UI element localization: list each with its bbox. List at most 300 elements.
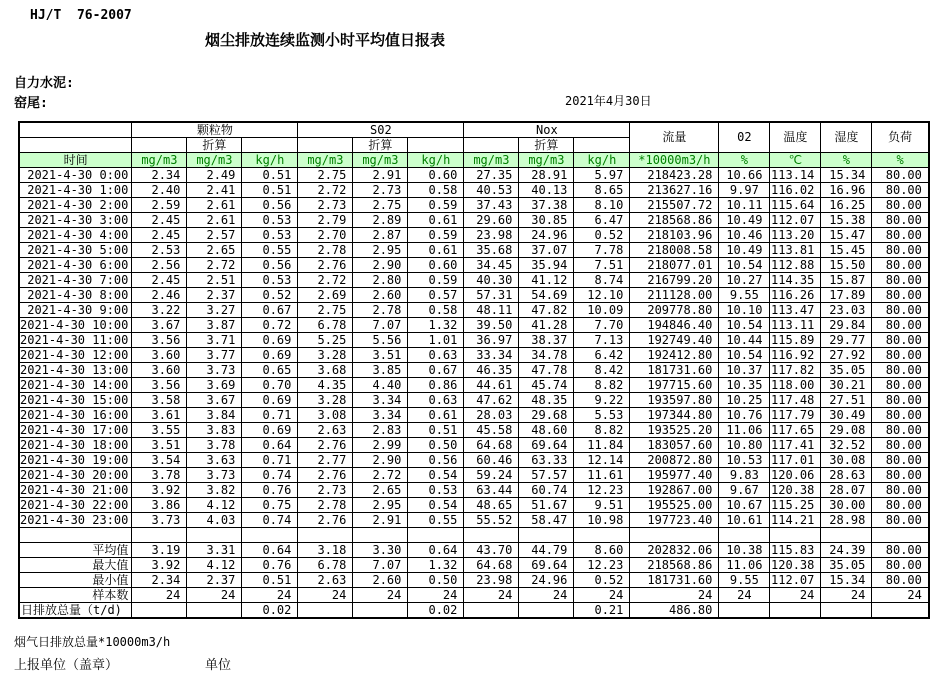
- cell: 16.25: [821, 198, 872, 213]
- summary-row: [19, 558, 929, 573]
- cell: 3.56: [132, 378, 187, 393]
- cell: 23.98: [464, 228, 519, 243]
- cell: 80.00: [872, 378, 929, 393]
- cell: 3.51: [353, 348, 408, 363]
- cell: 8.82: [574, 423, 630, 438]
- cell: 28.03: [464, 408, 519, 423]
- cell: 45.74: [519, 378, 574, 393]
- cell: 0.71: [242, 408, 298, 423]
- cell: 3.67: [187, 393, 242, 408]
- unit-cell: %: [719, 153, 770, 168]
- cell: 46.35: [464, 363, 519, 378]
- cell: [821, 603, 872, 619]
- hourly-rows: [19, 168, 929, 619]
- company-label: 自力水泥:: [14, 76, 74, 91]
- cell: 2021-4-30 6:00: [19, 258, 132, 273]
- cell: 2021-4-30 9:00: [19, 303, 132, 318]
- cell: 2021-4-30 3:00: [19, 213, 132, 228]
- cell: 17.89: [821, 288, 872, 303]
- cell: 2.73: [353, 183, 408, 198]
- unit-cell: %: [872, 153, 929, 168]
- cell: 15.45: [821, 243, 872, 258]
- cell: 64.68: [464, 438, 519, 453]
- cell: 7.13: [574, 333, 630, 348]
- cell: 2.34: [132, 573, 187, 588]
- cell: 8.42: [574, 363, 630, 378]
- cell: 1.32: [408, 558, 464, 573]
- cell: 80.00: [872, 408, 929, 423]
- cell: 4.40: [353, 378, 408, 393]
- cell: 0.69: [242, 393, 298, 408]
- cell: 24: [719, 588, 770, 603]
- cell: 2.45: [132, 273, 187, 288]
- cell: 2.78: [353, 303, 408, 318]
- cell: 0.56: [242, 258, 298, 273]
- cell: 3.61: [132, 408, 187, 423]
- cell: [298, 138, 353, 153]
- cell: 44.61: [464, 378, 519, 393]
- cell: 30.49: [821, 408, 872, 423]
- cell: 2021-4-30 17:00: [19, 423, 132, 438]
- cell: 3.55: [132, 423, 187, 438]
- station-line: [14, 92, 933, 109]
- cell: 10.44: [719, 333, 770, 348]
- cell: 0.02: [408, 603, 464, 619]
- cell: 样本数: [19, 588, 132, 603]
- cell: 80.00: [872, 483, 929, 498]
- cell: 2021-4-30 23:00: [19, 513, 132, 528]
- cell: 10.46: [719, 228, 770, 243]
- cell: 80.00: [872, 558, 929, 573]
- cell: 7.07: [353, 318, 408, 333]
- cell: 29.84: [821, 318, 872, 333]
- table-row: [19, 258, 929, 273]
- cell: 80.00: [872, 363, 929, 378]
- cell: 27.92: [821, 348, 872, 363]
- cell: 2021-4-30 22:00: [19, 498, 132, 513]
- cell: 0.60: [408, 258, 464, 273]
- cell: 3.87: [187, 318, 242, 333]
- cell: 486.80: [630, 603, 719, 619]
- unit-cell: ℃: [770, 153, 821, 168]
- cell: 3.92: [132, 483, 187, 498]
- cell: 33.34: [464, 348, 519, 363]
- cell: 2.99: [353, 438, 408, 453]
- cell: 218568.86: [630, 558, 719, 573]
- cell: 197344.80: [630, 408, 719, 423]
- cell: 218077.01: [630, 258, 719, 273]
- header-pm-converted: 折算: [187, 138, 242, 153]
- cell: 0.72: [242, 318, 298, 333]
- cell: 3.85: [353, 363, 408, 378]
- cell: 11.06: [719, 558, 770, 573]
- cell: 10.61: [719, 513, 770, 528]
- table-row: [19, 198, 929, 213]
- cell: 3.56: [132, 333, 187, 348]
- cell: 2.70: [298, 228, 353, 243]
- cell: 24: [630, 588, 719, 603]
- cell: 2.37: [187, 573, 242, 588]
- cell: 最小值: [19, 573, 132, 588]
- cell: 12.14: [574, 453, 630, 468]
- cell: 2.95: [353, 243, 408, 258]
- cell: [298, 528, 353, 543]
- cell: 24: [464, 588, 519, 603]
- cell: [19, 528, 132, 543]
- cell: 32.52: [821, 438, 872, 453]
- cell: 平均值: [19, 543, 132, 558]
- table-row: [19, 408, 929, 423]
- cell: [630, 528, 719, 543]
- table-row: [19, 378, 929, 393]
- cell: 195977.40: [630, 468, 719, 483]
- cell: 2021-4-30 1:00: [19, 183, 132, 198]
- cell: 0.53: [408, 483, 464, 498]
- cell: 2.60: [353, 573, 408, 588]
- cell: 3.18: [298, 543, 353, 558]
- cell: 2.72: [353, 468, 408, 483]
- cell: 45.58: [464, 423, 519, 438]
- cell: 113.81: [770, 243, 821, 258]
- cell: 2.49: [187, 168, 242, 183]
- cell: 2.53: [132, 243, 187, 258]
- cell: [132, 603, 187, 619]
- cell: 0.57: [408, 288, 464, 303]
- cell: 0.52: [242, 288, 298, 303]
- cell: 51.67: [519, 498, 574, 513]
- cell: [770, 528, 821, 543]
- cell: 2.37: [187, 288, 242, 303]
- header-nox-converted: 折算: [519, 138, 574, 153]
- cell: 9.97: [719, 183, 770, 198]
- cell: 0.65: [242, 363, 298, 378]
- cell: 80.00: [872, 168, 929, 183]
- cell: 47.78: [519, 363, 574, 378]
- cell: 7.07: [353, 558, 408, 573]
- cell: 27.51: [821, 393, 872, 408]
- header-temperature: 温度: [770, 122, 821, 153]
- cell: 218103.96: [630, 228, 719, 243]
- cell: 0.55: [242, 243, 298, 258]
- cell: 116.26: [770, 288, 821, 303]
- cell: 3.71: [187, 333, 242, 348]
- cell: 37.07: [519, 243, 574, 258]
- cell: 12.23: [574, 558, 630, 573]
- cell: 80.00: [872, 288, 929, 303]
- cell: 3.60: [132, 363, 187, 378]
- cell: [132, 528, 187, 543]
- cell: 2021-4-30 15:00: [19, 393, 132, 408]
- cell: 116.92: [770, 348, 821, 363]
- cell: 28.63: [821, 468, 872, 483]
- cell: 30.00: [821, 498, 872, 513]
- cell: 80.00: [872, 258, 929, 273]
- cell: 215507.72: [630, 198, 719, 213]
- cell: 117.65: [770, 423, 821, 438]
- cell: 43.70: [464, 543, 519, 558]
- cell: 3.84: [187, 408, 242, 423]
- cell: 2.40: [132, 183, 187, 198]
- cell: 24: [132, 588, 187, 603]
- cell: 24: [242, 588, 298, 603]
- cell: 0.51: [408, 423, 464, 438]
- cell: 0.59: [408, 198, 464, 213]
- header-load: 负荷: [872, 122, 929, 153]
- cell: 4.12: [187, 558, 242, 573]
- cell: 0.67: [242, 303, 298, 318]
- cell: 2.91: [353, 513, 408, 528]
- cell: 209778.80: [630, 303, 719, 318]
- table-row: [19, 333, 929, 348]
- cell: 112.88: [770, 258, 821, 273]
- cell: 2.69: [298, 288, 353, 303]
- cell: 2.72: [187, 258, 242, 273]
- cell: [464, 528, 519, 543]
- cell: 2.75: [298, 303, 353, 318]
- cell: 8.82: [574, 378, 630, 393]
- cell: 2.63: [298, 573, 353, 588]
- cell: 3.31: [187, 543, 242, 558]
- report-date: 2021年4月30日: [565, 94, 652, 108]
- cell: 60.74: [519, 483, 574, 498]
- cell: 2.78: [298, 498, 353, 513]
- cell: 41.12: [519, 273, 574, 288]
- cell: 10.80: [719, 438, 770, 453]
- cell: 192867.00: [630, 483, 719, 498]
- cell: 0.50: [408, 438, 464, 453]
- cell: 24: [353, 588, 408, 603]
- cell: 35.05: [821, 558, 872, 573]
- cell: [408, 528, 464, 543]
- cell: 2021-4-30 4:00: [19, 228, 132, 243]
- cell: 3.54: [132, 453, 187, 468]
- cell: 11.84: [574, 438, 630, 453]
- table-row: [19, 348, 929, 363]
- cell: [574, 138, 630, 153]
- cell: 2.76: [298, 438, 353, 453]
- cell: 40.13: [519, 183, 574, 198]
- cell: 2021-4-30 11:00: [19, 333, 132, 348]
- cell: 3.68: [298, 363, 353, 378]
- cell: 3.34: [353, 393, 408, 408]
- cell: 2.80: [353, 273, 408, 288]
- cell: 2.79: [298, 213, 353, 228]
- cell: 114.35: [770, 273, 821, 288]
- cell: 0.69: [242, 333, 298, 348]
- unit-cell: mg/m3: [519, 153, 574, 168]
- cell: [187, 528, 242, 543]
- cell: 0.64: [242, 543, 298, 558]
- header-nox: Nox: [464, 122, 630, 138]
- cell: 9.67: [719, 483, 770, 498]
- table-row: [19, 513, 929, 528]
- cell: 193597.80: [630, 393, 719, 408]
- cell: [719, 603, 770, 619]
- cell: 80.00: [872, 273, 929, 288]
- cell: 0.52: [574, 228, 630, 243]
- cell: 0.59: [408, 273, 464, 288]
- cell: 195525.00: [630, 498, 719, 513]
- cell: 8.65: [574, 183, 630, 198]
- cell: 24: [408, 588, 464, 603]
- cell: 80.00: [872, 198, 929, 213]
- table-row: [19, 453, 929, 468]
- table-row: [19, 498, 929, 513]
- unit-label: 单位: [205, 658, 232, 673]
- cell: 0.50: [408, 573, 464, 588]
- cell: 0.21: [574, 603, 630, 619]
- station-label: 窑尾:: [14, 96, 48, 111]
- cell: 216799.20: [630, 273, 719, 288]
- cell: 3.78: [187, 438, 242, 453]
- cell: 0.67: [408, 363, 464, 378]
- cell: 0.55: [408, 513, 464, 528]
- cell: 63.44: [464, 483, 519, 498]
- cell: 11.06: [719, 423, 770, 438]
- cell: 2.90: [353, 453, 408, 468]
- cell: 6.47: [574, 213, 630, 228]
- cell: 47.62: [464, 393, 519, 408]
- cell: 2.83: [353, 423, 408, 438]
- cell: 27.35: [464, 168, 519, 183]
- cell: 7.51: [574, 258, 630, 273]
- cell: 80.00: [872, 348, 929, 363]
- cell: 2.72: [298, 273, 353, 288]
- cell: 29.60: [464, 213, 519, 228]
- cell: 24: [519, 588, 574, 603]
- table-row: [19, 423, 929, 438]
- unit-cell: kg/h: [408, 153, 464, 168]
- cell: 2.60: [353, 288, 408, 303]
- table-row: [19, 273, 929, 288]
- table-row: [19, 183, 929, 198]
- cell: 2.65: [353, 483, 408, 498]
- cell: 24: [574, 588, 630, 603]
- cell: 117.41: [770, 438, 821, 453]
- unit-cell: *10000m3/h: [630, 153, 719, 168]
- report-unit-label: 上报单位（盖章）: [14, 658, 119, 673]
- unit-cell: kg/h: [574, 153, 630, 168]
- cell: 0.61: [408, 408, 464, 423]
- cell: 80.00: [872, 438, 929, 453]
- cell: 10.49: [719, 213, 770, 228]
- cell: 80.00: [872, 183, 929, 198]
- cell: 24: [872, 588, 929, 603]
- cell: 120.38: [770, 483, 821, 498]
- cell: 7.70: [574, 318, 630, 333]
- cell: 30.85: [519, 213, 574, 228]
- cell: 2.75: [353, 198, 408, 213]
- cell: 69.64: [519, 558, 574, 573]
- cell: 2.76: [298, 258, 353, 273]
- cell: 5.56: [353, 333, 408, 348]
- cell: [872, 528, 929, 543]
- cell: 0.61: [408, 213, 464, 228]
- cell: [770, 603, 821, 619]
- cell: 117.82: [770, 363, 821, 378]
- cell: 63.33: [519, 453, 574, 468]
- cell: 2021-4-30 19:00: [19, 453, 132, 468]
- cell: 10.11: [719, 198, 770, 213]
- cell: 6.78: [298, 558, 353, 573]
- cell: 0.71: [242, 453, 298, 468]
- cell: 3.83: [187, 423, 242, 438]
- cell: [519, 603, 574, 619]
- cell: 最大值: [19, 558, 132, 573]
- cell: 80.00: [872, 333, 929, 348]
- cell: 3.58: [132, 393, 187, 408]
- header-time: 时间: [19, 153, 132, 168]
- cell: 30.08: [821, 453, 872, 468]
- cell: 211128.00: [630, 288, 719, 303]
- cell: 10.66: [719, 168, 770, 183]
- cell: 3.73: [187, 363, 242, 378]
- cell: 117.79: [770, 408, 821, 423]
- cell: 117.48: [770, 393, 821, 408]
- cell: 2021-4-30 2:00: [19, 198, 132, 213]
- cell: 3.28: [298, 393, 353, 408]
- cell: 24.39: [821, 543, 872, 558]
- table-row: [19, 243, 929, 258]
- cell: [298, 603, 353, 619]
- unit-cell: mg/m3: [353, 153, 408, 168]
- cell: 3.78: [132, 468, 187, 483]
- cell: 2.76: [298, 468, 353, 483]
- cell: 3.22: [132, 303, 187, 318]
- cell: 8.74: [574, 273, 630, 288]
- cell: 12.23: [574, 483, 630, 498]
- header-humidity: 湿度: [821, 122, 872, 153]
- cell: 0.74: [242, 468, 298, 483]
- cell: 80.00: [872, 573, 929, 588]
- cell: 37.38: [519, 198, 574, 213]
- cell: [821, 528, 872, 543]
- cell: 2.34: [132, 168, 187, 183]
- cell: 7.78: [574, 243, 630, 258]
- cell: 34.45: [464, 258, 519, 273]
- cell: 115.89: [770, 333, 821, 348]
- cell: 1.32: [408, 318, 464, 333]
- cell: 15.50: [821, 258, 872, 273]
- cell: 116.02: [770, 183, 821, 198]
- cell: 34.78: [519, 348, 574, 363]
- cell: [519, 528, 574, 543]
- cell: 5.97: [574, 168, 630, 183]
- unit-cell: mg/m3: [187, 153, 242, 168]
- cell: 2021-4-30 18:00: [19, 438, 132, 453]
- cell: [242, 528, 298, 543]
- header-group-row: [19, 122, 929, 138]
- cell: 10.27: [719, 273, 770, 288]
- cell: 120.38: [770, 558, 821, 573]
- cell: 115.83: [770, 543, 821, 558]
- cell: 8.60: [574, 543, 630, 558]
- cell: 15.87: [821, 273, 872, 288]
- cell: 24: [821, 588, 872, 603]
- table-row: [19, 363, 929, 378]
- cell: 9.55: [719, 288, 770, 303]
- cell: 0.56: [408, 453, 464, 468]
- cell: 3.28: [298, 348, 353, 363]
- cell: 3.73: [187, 468, 242, 483]
- cell: 192749.40: [630, 333, 719, 348]
- cell: 29.77: [821, 333, 872, 348]
- cell: 2.75: [298, 168, 353, 183]
- cell: 0.86: [408, 378, 464, 393]
- cell: 0.51: [242, 183, 298, 198]
- cell: 194846.40: [630, 318, 719, 333]
- cell: 0.63: [408, 348, 464, 363]
